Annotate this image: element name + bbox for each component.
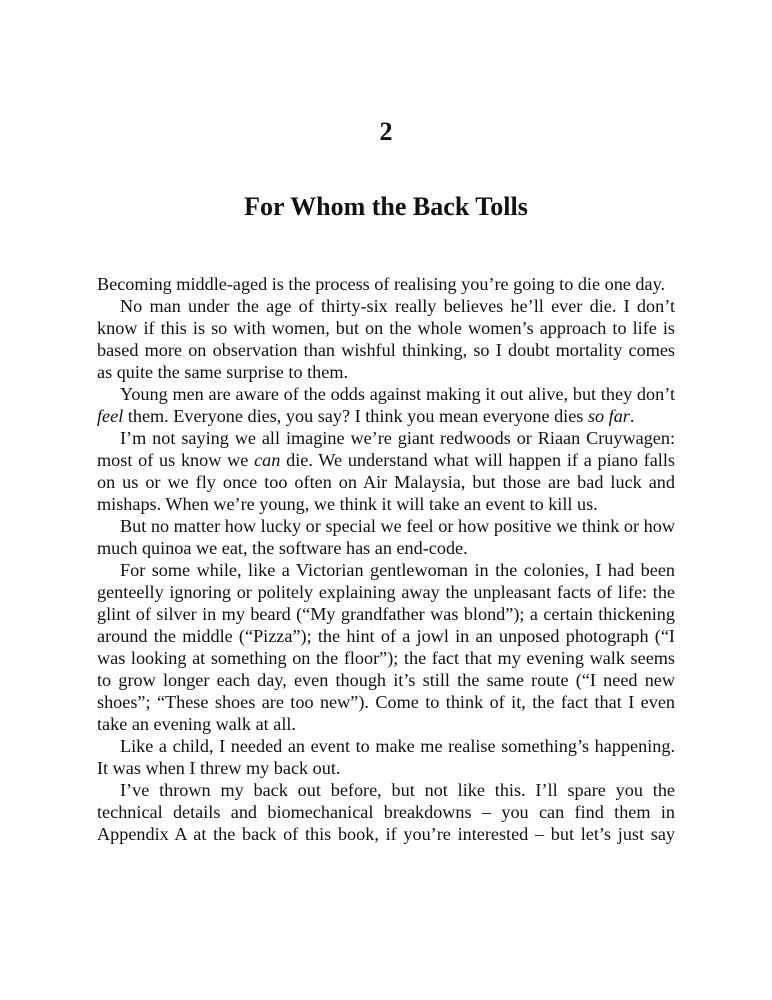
paragraph	[97, 559, 675, 735]
text-segment: Becoming middle-aged is the process of realising you’re going to die one day.	[97, 274, 666, 294]
italic-text: so far	[587, 406, 630, 426]
paragraph	[97, 515, 675, 559]
chapter-number: 2	[379, 117, 393, 146]
text-segment: .	[629, 406, 635, 426]
text-segment: I’m not saying we all imagine we’re giant redwoods or Riaan Cruywagen: most of us know we	[97, 428, 675, 470]
paragraph	[97, 383, 675, 427]
text-segment: them. Everyone dies, you say? I think you mean everyone dies	[123, 406, 588, 426]
text-segment: Like a child, I needed an event to make me realise something’s happening. It was when I threw my back out.	[97, 736, 675, 778]
text-segment: But no matter how lucky or special we feel or how positive we think or how much quinoa we eat, the software has an end-code.	[97, 516, 675, 558]
paragraph	[97, 295, 675, 383]
paragraph	[97, 427, 675, 515]
paragraph	[97, 735, 675, 779]
paragraph	[97, 273, 675, 295]
chapter-title: For Whom the Back Tolls	[244, 192, 528, 221]
text-segment: Young men are aware of the odds against making it out alive, but they don’t	[120, 384, 675, 404]
italic-text: feel	[97, 406, 124, 426]
paragraph	[97, 779, 675, 845]
italic-text: can	[254, 450, 281, 470]
text-segment: I’ve thrown my back out before, but not like this. I’ll spare you the technical details and biomechanical breakdowns – you can find them in Appendix A at the back of this book, if you’re interested – but let’s just say	[97, 780, 675, 844]
text-segment: For some while, like a Victorian gentlewoman in the colonies, I had been genteelly ignoring or politely explaining away the unpleasant facts of life: the glint of silver in my beard (“My grandfather was blond”); a certain thickening around the middle (“Pizza”); the hint of a jowl in an unposed photograph (“I was looking at something on the floor”); the fact that my evening walk seems to grow longer each day, even though it’s still the same route (“I need new shoes”; “These shoes are too new”). Come to think of it, the fact that I even take an evening walk at all.	[97, 560, 675, 734]
chapter-body	[97, 273, 675, 845]
text-segment: No man under the age of thirty-six really believes he’ll ever die. I don’t know if this is so with women, but on the whole women’s approach to life is based more on observation than wishful thinking, so I doubt mortality comes as quite the same surprise to them.	[97, 296, 675, 382]
text-segment: die. We understand what will happen if a piano falls on us or we fly once too often on Air Malaysia, but those are bad luck and mishaps. When we’re young, we think it will take an event to kill us.	[97, 450, 675, 514]
